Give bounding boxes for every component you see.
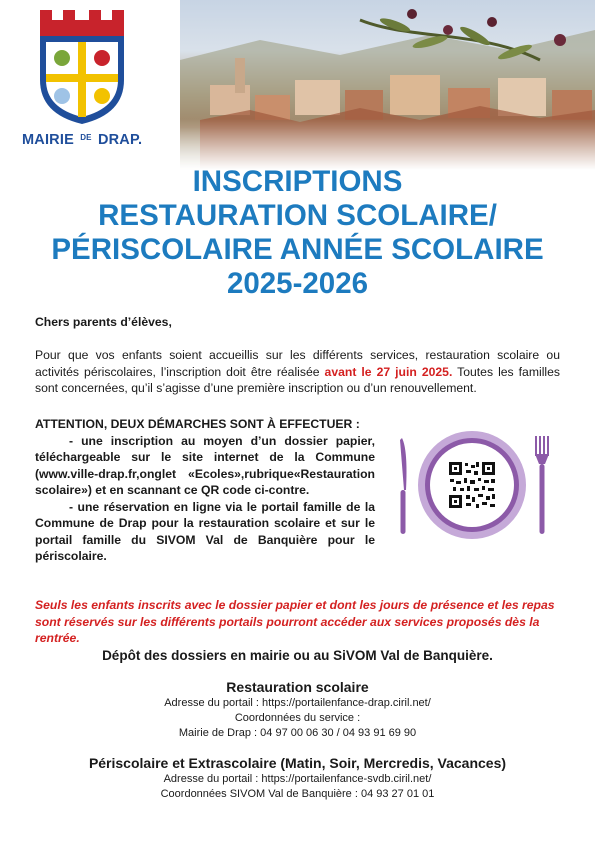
- periscolaire-section: [0, 754, 595, 802]
- intro-text-before: Pour que vos enfants soient accueillis sur les différents services, restauration scolaire ou activités périscolaires, l’inscription doit être réalisée: [35, 348, 560, 379]
- periscolaire-portal: Adresse du portail : https://portailenfance-svdb.ciril.net/: [163, 773, 432, 785]
- restauration-heading: Restauration scolaire: [226, 679, 369, 695]
- page-title: [0, 165, 595, 301]
- depot-notice: Dépôt des dossiers en mairie ou au SiVOM Val de Banquière.: [102, 648, 493, 663]
- village-photo: [180, 0, 595, 170]
- title-line-3: PÉRISCOLAIRE ANNÉE SCOLAIRE: [51, 233, 544, 266]
- deadline: avant le 27 juin 2025.: [324, 364, 453, 379]
- title-line-1: INSCRIPTIONS: [192, 165, 403, 198]
- restauration-portal: Adresse du portail : https://portailenfance-drap.ciril.net/: [164, 697, 431, 709]
- crest-icon: [38, 10, 126, 124]
- restauration-coords-label: Coordonnées du service :: [234, 712, 361, 724]
- mairie-de: DE: [80, 133, 92, 142]
- header: [0, 0, 595, 170]
- restauration-section: [0, 678, 595, 741]
- attention-bullet-1: - une inscription au moyen d’un dossier papier, téléchargeable sur le site internet de la Commune (www.ville-drap.fr,onglet «Ecoles»,rubrique«Restauration scolaire») et en scannant ce QR code ci-contre.: [35, 433, 375, 497]
- mairie-dot: .: [137, 132, 143, 148]
- attention-bullet-2: - une réservation en ligne via le portail famille de la Commune de Drap pour la restauration scolaire et sur le portail famille du SIVOM Val de Banquière pour le périscolaire.: [35, 499, 375, 563]
- periscolaire-heading: Périscolaire et Extrascolaire (Matin, Soir, Mercredis, Vacances): [88, 755, 507, 771]
- warning-notice: Seuls les enfants inscrits avec le dossier papier et dont les jours de présence et les repas sont réservés sur les différents portails pourront accéder aux services proposés dès la rentrée.: [35, 598, 555, 645]
- knife-icon: [400, 438, 407, 534]
- mairie-drap: DRAP: [97, 132, 138, 148]
- attention-block: [35, 416, 375, 565]
- restauration-coords: Mairie de Drap : 04 97 00 06 30 / 04 93 91 69 90: [178, 727, 417, 739]
- plate-qr-icon: [392, 430, 554, 540]
- attention-heading: ATTENTION, DEUX DÉMARCHES SONT À EFFECTUER :: [35, 417, 360, 431]
- intro-text-after: Toutes les familles sont concernées, qu’il s’agisse d’une première inscription ou d’un renouvellement.: [35, 364, 560, 395]
- mairie-logo-text: [22, 132, 142, 148]
- title-line-2: RESTAURATION SCOLAIRE/: [98, 199, 497, 232]
- fork-icon: [535, 436, 549, 534]
- periscolaire-coords: Coordonnées SIVOM Val de Banquière : 04 93 27 01 01: [160, 788, 435, 800]
- intro-paragraph: [35, 347, 560, 397]
- mairie-word: MAIRIE: [22, 132, 74, 148]
- greeting: Chers parents d’élèves,: [35, 315, 172, 329]
- title-line-4: 2025-2026: [226, 267, 369, 300]
